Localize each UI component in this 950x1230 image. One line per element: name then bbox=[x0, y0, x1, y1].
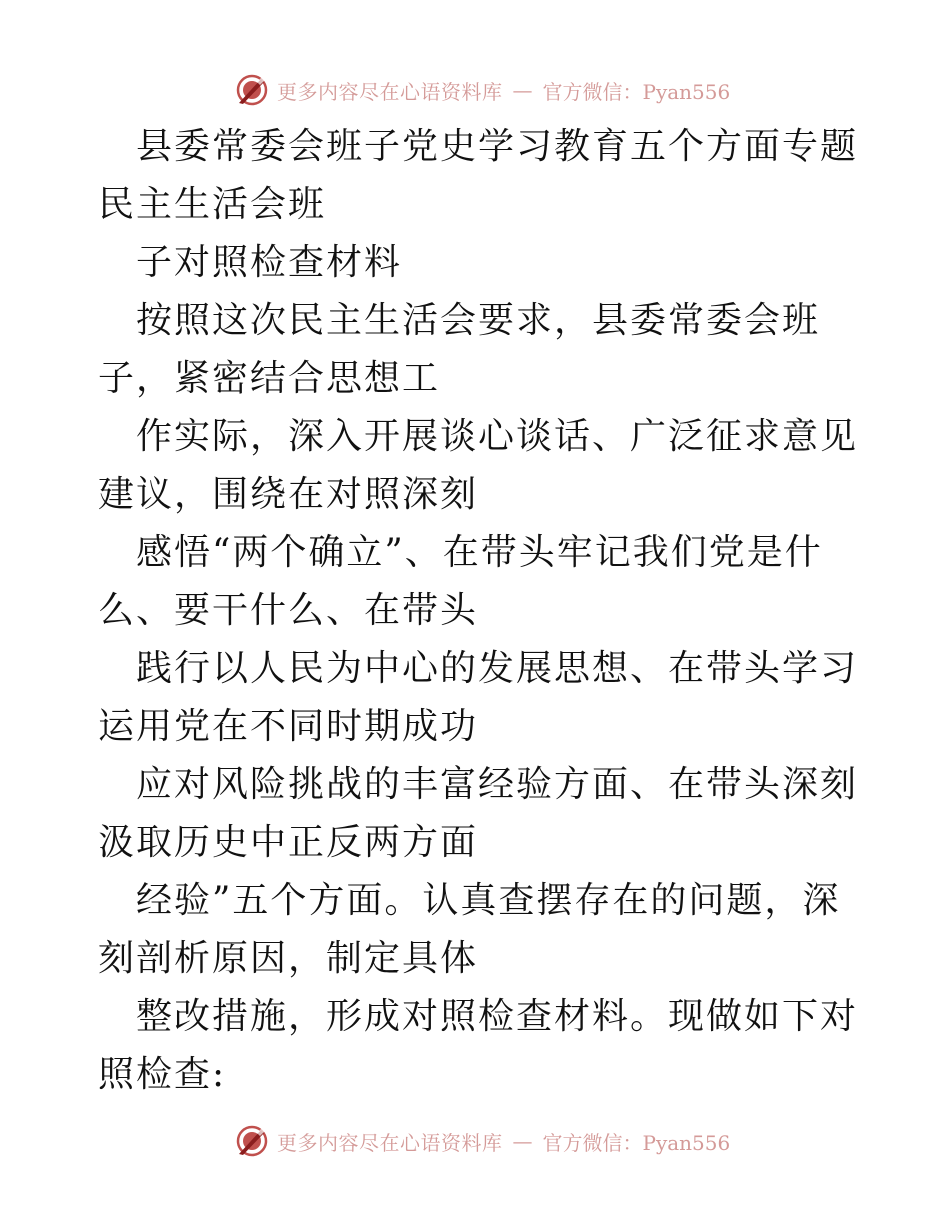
paragraph: 子对照检查材料 bbox=[136, 242, 403, 283]
watermark-separator: — bbox=[512, 1129, 533, 1153]
watermark-suffix: 官方微信：Pyan556 bbox=[542, 79, 731, 104]
paragraph: 应对风险挑战的丰富经验方面、在带头深刻汲取历史中正反两方面 bbox=[98, 764, 859, 863]
watermark-suffix: 官方微信：Pyan556 bbox=[542, 1130, 731, 1155]
paragraph: 感悟“两个确立”、在带头牢记我们党是什么、要干什么、在带头 bbox=[98, 532, 823, 631]
paragraph: 经验”五个方面。认真查摆存在的问题，深刻剖析原因，制定具体 bbox=[98, 880, 841, 979]
footer-watermark bbox=[235, 1123, 730, 1159]
quill-logo-icon bbox=[235, 1124, 269, 1158]
paragraph: 县委常委会班子党史学习教育五个方面专题民主生活会班 bbox=[98, 126, 859, 225]
watermark-separator: — bbox=[512, 78, 533, 102]
paragraph: 作实际，深入开展谈心谈话、广泛征求意见建议，围绕在对照深刻 bbox=[98, 416, 859, 515]
paragraph: 整改措施，形成对照检查材料。现做如下对照检查: bbox=[98, 996, 859, 1095]
quill-logo-icon bbox=[235, 73, 269, 107]
watermark-text: 更多内容尽在心语资料库 bbox=[277, 79, 503, 104]
header-watermark bbox=[235, 72, 730, 108]
paragraph: 践行以人民为中心的发展思想、在带头学习运用党在不同时期成功 bbox=[98, 648, 859, 747]
document-body bbox=[98, 118, 858, 1104]
watermark-text: 更多内容尽在心语资料库 bbox=[277, 1130, 503, 1155]
paragraph: 按照这次民主生活会要求，县委常委会班子，紧密结合思想工 bbox=[98, 300, 821, 399]
